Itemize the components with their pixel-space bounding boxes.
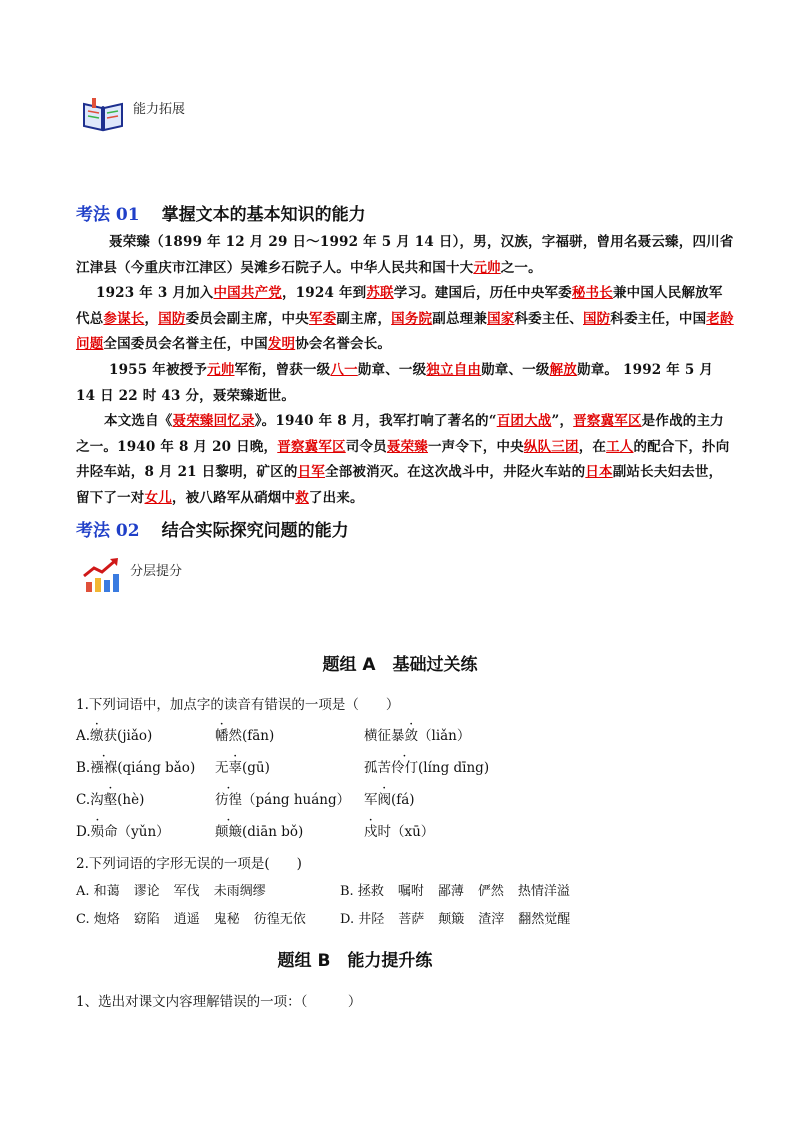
text-segment: 勋章、一级	[357, 361, 427, 378]
keyword: 百团大战	[496, 413, 552, 430]
text-segment: 之一。	[500, 259, 542, 276]
kaofa-01-heading	[76, 200, 366, 225]
text-segment: 聂荣臻（1899 年 12 月 29 日～1992 年 5 月 14 日），男，汉族，字福骈，曾用名聂云臻，四川省江津县（今重庆市江津区）吴滩乡石院子人。中华人民共和国十大	[76, 234, 734, 276]
keyword: 国防	[582, 310, 611, 327]
question-2-stem: 2.下列词语的字形无误的一项是( )	[76, 856, 302, 872]
keyword: 参谋长	[103, 310, 145, 327]
text-segment: 1923 年 3 月加入	[96, 285, 214, 302]
keyword: 聂荣臻	[386, 438, 428, 455]
text-segment: ，	[144, 310, 159, 327]
text-segment: 是作战的主力之一。1940 年 8 月 20 日晚，	[76, 413, 724, 455]
biography-text	[76, 230, 736, 512]
keyword: 工人	[606, 438, 634, 455]
keyword: 元帅	[473, 259, 501, 276]
keyword: 军委	[308, 310, 337, 327]
text-segment: 的配合下，扑向井陉车站，8 月 21 日黎明，矿区的	[76, 438, 730, 481]
text-segment: 副站长夫妇去世，留下了一对	[76, 464, 723, 506]
keyword: 晋察冀军区	[573, 413, 642, 430]
text-segment: 科委主任，中国	[610, 310, 707, 327]
q2-option-c: C. 炮烙 窈陷 逍遥 鬼秘 彷徨无依	[76, 912, 306, 927]
text-segment: 一声令下，中央	[427, 438, 524, 455]
text-segment: 全国委员会名誉主任，中国	[103, 336, 268, 353]
text-segment: 副主席，	[336, 310, 392, 327]
book-icon	[80, 96, 126, 132]
keyword: 日本	[585, 464, 613, 481]
keyword: 中国共产党	[213, 285, 282, 302]
text-segment: 学习。建国后，历任中央军委	[393, 285, 572, 302]
keyword: 聂荣臻回忆录	[172, 413, 255, 430]
text-segment: 勋章、一级	[481, 361, 550, 378]
keyword: 救	[295, 489, 309, 506]
paragraph	[76, 409, 736, 511]
header-label: 能力拓展	[133, 102, 186, 117]
question-3-stem: 1、选出对课文内容理解错误的一项：（ ）	[76, 994, 362, 1010]
keyword: 国防	[158, 310, 186, 327]
keyword: 秘书长	[571, 285, 613, 302]
keyword: 老龄问题	[76, 310, 734, 353]
kaofa-02-title: 结合实际探究问题的能力	[161, 521, 349, 541]
rising-chart-icon	[82, 556, 122, 594]
keyword: 纵队三团	[523, 438, 579, 455]
text-segment: 副总理兼	[432, 310, 488, 327]
question-1-stem: 1.下列词语中，加点字的读音有错误的一项是（ ）	[76, 697, 400, 713]
text-segment: 科委主任、	[514, 310, 583, 327]
q2-option-a: A. 和蔼 谬论 军伐 未雨绸缪	[76, 884, 266, 899]
text-segment: ，在	[578, 438, 607, 455]
paragraph-body	[76, 285, 734, 352]
keyword: 女儿	[144, 489, 172, 506]
kaofa-01-title: 掌握文本的基本知识的能力	[161, 205, 366, 225]
keyword: 发明	[267, 336, 296, 353]
text-segment: 》。1940 年 8 月，我军打响了著名的“	[254, 413, 497, 430]
paragraph-body	[76, 362, 713, 404]
text-segment: 1955 年被授予	[109, 361, 208, 378]
text-segment: 了出来。	[308, 489, 364, 506]
score-label: 分层提分	[130, 564, 183, 579]
kaofa-02-heading	[76, 516, 349, 541]
text-segment: 协会名誉会长。	[295, 336, 392, 353]
paragraph-body	[76, 413, 729, 506]
q2-option-d: D. 井陉 菩萨 颠簸 渣滓 翻然觉醒	[340, 912, 571, 927]
group-a-title: 题组 A 基础过关练	[322, 655, 478, 675]
kaofa-01-number: 考法 01	[76, 205, 140, 225]
paragraph	[76, 281, 736, 358]
text-segment: 委员会副主席，中央	[185, 310, 309, 327]
text-segment: ，1924 年到	[281, 285, 367, 302]
keyword: 晋察冀军区	[277, 438, 346, 455]
kaofa-02-number: 考法 02	[76, 521, 140, 541]
keyword: 日军	[297, 464, 325, 481]
text-segment: 勋章。 1992 年 5 月 14 日 22 时 43 分，聂荣臻逝世。	[76, 361, 714, 404]
text-segment: 全部被消灭。在这次战斗中，井陉火车站的	[325, 464, 586, 481]
keyword: 独立自由	[426, 361, 482, 378]
text-segment: 本文选自《	[104, 413, 173, 430]
keyword: 八一	[330, 361, 358, 378]
q2-option-b: B. 拯救 嘱咐 鄙薄 俨然 热情洋溢	[340, 884, 570, 899]
group-b-title: 题组 B 能力提升练	[277, 951, 433, 971]
keyword: 国家	[487, 310, 515, 327]
paragraph-body	[76, 234, 734, 276]
text-segment: 司令员	[345, 438, 387, 455]
keyword: 元帅	[207, 361, 235, 378]
keyword: 苏联	[366, 285, 394, 302]
paragraph	[76, 230, 736, 281]
text-segment: ”，	[551, 413, 574, 430]
text-segment: 兼中国人民解放军代总	[76, 285, 723, 327]
keyword: 解放	[549, 361, 578, 378]
text-segment: ，被八路军从硝烟中	[171, 489, 296, 506]
text-segment: 军衔，曾获一级	[234, 361, 331, 378]
keyword: 国务院	[391, 310, 433, 327]
paragraph	[76, 358, 736, 409]
